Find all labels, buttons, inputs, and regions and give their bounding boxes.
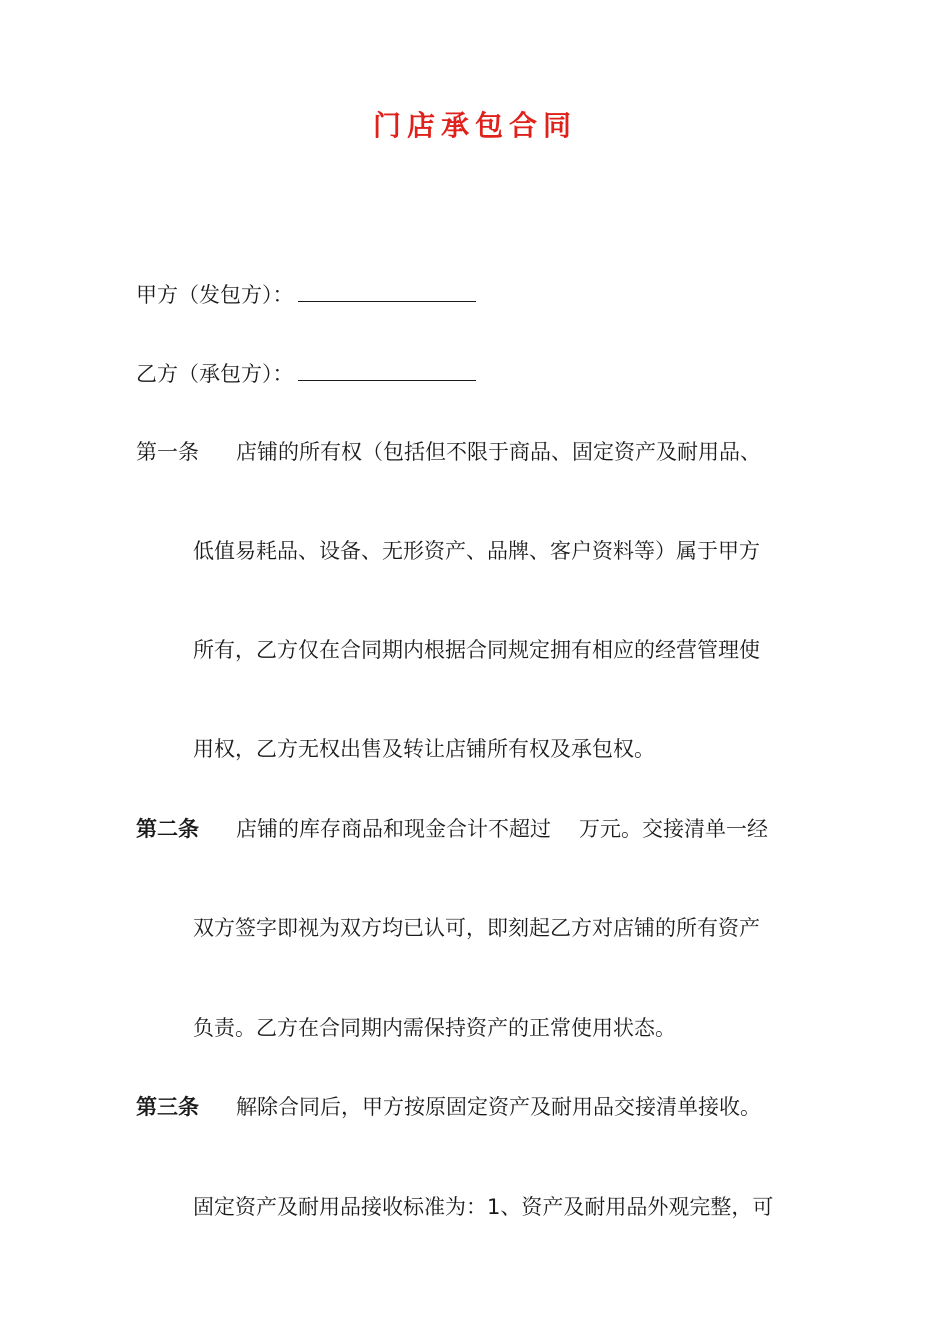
clause-3-line-2: 固定资产及耐用品接收标准为：1、资产及耐用品外观完整，可 xyxy=(193,1195,774,1219)
party-a-label: 甲方（发包方）： xyxy=(136,283,294,307)
clause-1-number: 第一条 xyxy=(136,440,199,464)
clause-1-line-1: 店铺的所有权（包括但不限于商品、固定资产及耐用品、 xyxy=(236,440,761,464)
clause-3-line-1: 解除合同后，甲方按原固定资产及耐用品交接清单接收。 xyxy=(236,1095,761,1119)
clause-1-line-3: 所有，乙方仅在合同期内根据合同规定拥有相应的经营管理使 xyxy=(193,638,760,662)
clause-3-number: 第三条 xyxy=(136,1095,199,1119)
page-title: 门店承包合同 xyxy=(372,109,577,142)
party-b-blank[interactable] xyxy=(298,356,476,381)
clause-2-line-3: 负责。乙方在合同期内需保持资产的正常使用状态。 xyxy=(193,1016,676,1040)
clause-2-line-1-part-b: 万元。交接清单一经 xyxy=(579,817,768,841)
clause-2-number: 第二条 xyxy=(136,817,199,841)
party-b-line xyxy=(136,356,476,390)
clause-2-line-1 xyxy=(236,813,768,845)
clause-1-line-4: 用权，乙方无权出售及转让店铺所有权及承包权。 xyxy=(193,737,655,761)
clause-1-line-2: 低值易耗品、设备、无形资产、品牌、客户资料等）属于甲方 xyxy=(193,539,760,563)
clause-2-line-2: 双方签字即视为双方均已认可，即刻起乙方对店铺的所有资产 xyxy=(193,916,760,940)
party-b-label: 乙方（承包方）： xyxy=(136,362,294,386)
clause-2-line-1-part-a: 店铺的库存商品和现金合计不超过 xyxy=(236,817,551,841)
party-a-line xyxy=(136,277,476,311)
party-a-blank[interactable] xyxy=(298,277,476,302)
